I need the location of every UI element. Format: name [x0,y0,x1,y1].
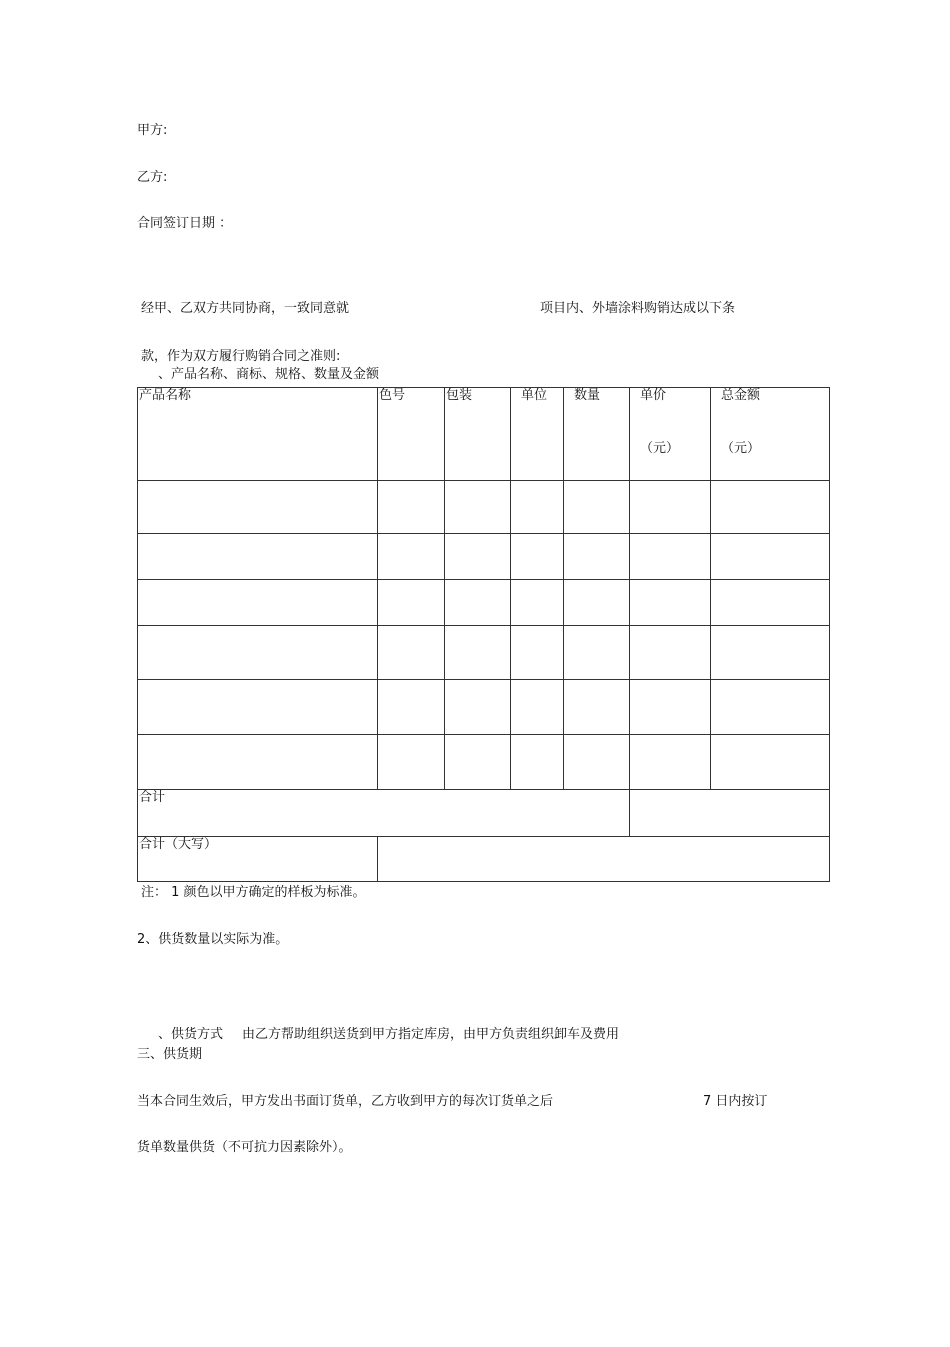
section2-text: 由乙方帮助组织送货到甲方指定库房，由甲方负责组织卸车及费用 [242,1027,620,1042]
total-upper-value-cell[interactable] [378,837,830,882]
table-cell[interactable] [445,580,511,626]
table-cell[interactable] [711,680,830,735]
table-cell[interactable] [564,534,630,580]
total-value-cell[interactable] [630,790,830,837]
table-cell[interactable] [138,626,378,680]
party-a-label: 甲方: [137,123,168,138]
section1-title: 、产品名称、商标、规格、数量及金额 [158,367,380,382]
header-quantity: 数量 [564,388,630,481]
table-cell[interactable] [511,680,564,735]
section3-line1-right: 7 日内按订 [703,1094,768,1109]
table-cell[interactable] [511,626,564,680]
table-cell[interactable] [630,626,711,680]
table-cell[interactable] [564,680,630,735]
table-cell[interactable] [564,626,630,680]
table-cell[interactable] [630,580,711,626]
table-cell[interactable] [564,580,630,626]
table-row [138,735,830,790]
table-cell[interactable] [630,680,711,735]
sign-date-label: 合同签订日期 ： [137,216,233,231]
total-label: 合计 [138,790,630,837]
table-row [138,481,830,534]
table-row [138,580,830,626]
header-total-amount [711,388,830,481]
table-cell[interactable] [711,735,830,790]
header-unit-price-label: 单价 [640,388,667,403]
intro-line1-right: 项目内、外墙涂料购销达成以下条 [540,301,736,316]
table-cell[interactable] [378,735,445,790]
table-cell[interactable] [511,481,564,534]
table-cell[interactable] [711,580,830,626]
table-cell[interactable] [711,626,830,680]
header-unit-price [630,388,711,481]
table-cell[interactable] [564,735,630,790]
table-cell[interactable] [378,626,445,680]
section3-line1-left: 当本合同生效后，甲方发出书面订货单，乙方收到甲方的每次订货单之后 [137,1094,554,1109]
table-row [138,534,830,580]
table-cell[interactable] [511,580,564,626]
table-cell[interactable] [445,626,511,680]
table-row [138,680,830,735]
table-cell[interactable] [511,735,564,790]
intro-line1-left: 经甲、乙双方共同协商，一致同意就 [141,301,350,316]
header-total-amount-currency: （元） [721,441,761,456]
total-upper-row [138,837,830,882]
table-cell[interactable] [445,735,511,790]
header-unit: 单位 [511,388,564,481]
table-cell[interactable] [138,580,378,626]
table-cell[interactable] [138,680,378,735]
table-cell[interactable] [378,580,445,626]
note-2: 2、供货数量以实际为准。 [137,932,289,947]
table-cell[interactable] [445,680,511,735]
table-cell[interactable] [445,481,511,534]
table-row [138,626,830,680]
header-total-amount-label: 总金额 [721,388,761,403]
table-cell[interactable] [711,534,830,580]
total-row [138,790,830,837]
table-cell[interactable] [445,534,511,580]
section3-title: 三、供货期 [137,1047,203,1062]
section3-line2: 货单数量供货（不可抗力因素除外）。 [137,1140,352,1155]
table-cell[interactable] [138,481,378,534]
table-cell[interactable] [378,481,445,534]
section2-label: 、供货方式 [158,1027,224,1042]
table-cell[interactable] [138,534,378,580]
party-b-label: 乙方: [137,170,168,185]
table-cell[interactable] [630,735,711,790]
table-cell[interactable] [511,534,564,580]
header-product-name: 产品名称 [138,388,378,481]
intro-line2: 款，作为双方履行购销合同之准则: [141,349,341,364]
header-unit-price-currency: （元） [640,441,680,456]
table-cell[interactable] [378,534,445,580]
table-cell[interactable] [138,735,378,790]
table-cell[interactable] [378,680,445,735]
table-header-row [138,388,830,481]
table-cell[interactable] [630,534,711,580]
header-color: 色号 [378,388,445,481]
table-cell[interactable] [564,481,630,534]
goods-table [137,387,830,882]
note-1: 注： 1 颜色以甲方确定的样板为标准。 [141,885,366,900]
total-upper-label: 合计（大写） [138,837,378,882]
table-cell[interactable] [630,481,711,534]
table-cell[interactable] [711,481,830,534]
header-package: 包装 [445,388,511,481]
